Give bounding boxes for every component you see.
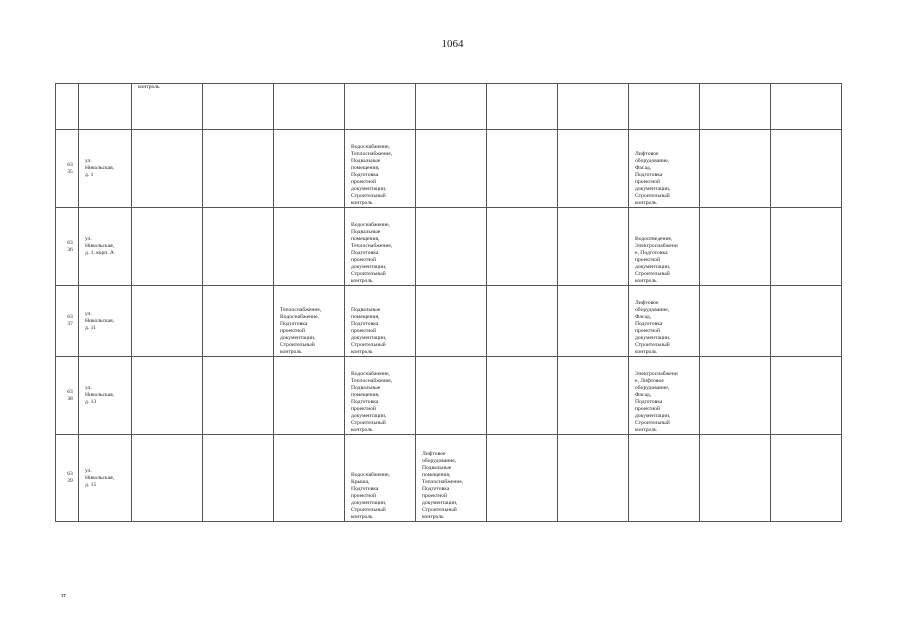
work-list: Водоснабжение, Подвальные помещения, Теплоснабжение, Подготовка проектной документации, Строительный контроль [351,222,393,284]
row-number: 63 35 [67,161,73,175]
row-address: ул. Никольская, д. 11 [85,310,115,331]
row-address: ул. Никольская, д. 13 [85,385,115,405]
table-row [56,208,842,286]
row-number: 63 38 [67,388,73,402]
table-row [56,357,842,435]
work-list: Водоснабжение, Крыша, Подготовка проектной документации, Строительный контроль [351,472,390,520]
work-cell [132,84,203,130]
row-number: 63 37 [67,314,73,327]
table-row-continuation [56,84,842,130]
work-list: Лифтовое оборудование, Фасад, Подготовка проектной документации, Строительный контроль [635,300,671,355]
footer-mark: зт [61,593,66,599]
work-list: Лифтовое оборудование, Фасад, Подготовка проектной документации, Строительный контроль [635,151,671,206]
work-list: Лифтовое оборудование, Подвальные помещения, Теплоснабжение, Подготовка проектной документации, Строительный контроль [422,451,464,520]
work-list: Водоотведение, Электроснабжени е, Подготовка проектной документации, Строительный контроль [635,236,678,284]
work-list: Теплоснабжение, Водоснабжение, Подготовка проектной документации, Строительный контроль [280,307,322,355]
page-number: 1064 [441,38,464,50]
num-cell [56,84,79,130]
row-number: 63 36 [67,239,73,253]
work-list: Подвальные помещения, Подготовка проектной документации, Строительный контроль [351,307,387,355]
row-address: ул. Никольская, д. 1, корп. А [85,236,115,256]
work-list: Водоснабжение, Теплоснабжение, Подвальные помещения, Подготовка проектной документации, Строительный контроль [351,144,393,206]
address-cell [79,84,132,130]
continuation-text: контроль [138,84,160,90]
row-number: 63 39 [67,471,73,484]
row-address: ул. Никольская, д. 1 [85,158,115,178]
table-row [56,130,842,208]
row-address: ул. Никольская, д. 15 [85,467,115,488]
work-list: Водоснабжение, Теплоснабжение, Подвальные помещения, Подготовка проектной документации, Строительный контроль [351,371,393,433]
table-row [56,286,842,357]
works-schedule-table [55,83,842,522]
table-row [56,435,842,522]
work-list: Электроснабжени е, Лифтовое оборудование, Фасад, Подготовка проектной документации, Строительный контроль [635,371,678,433]
